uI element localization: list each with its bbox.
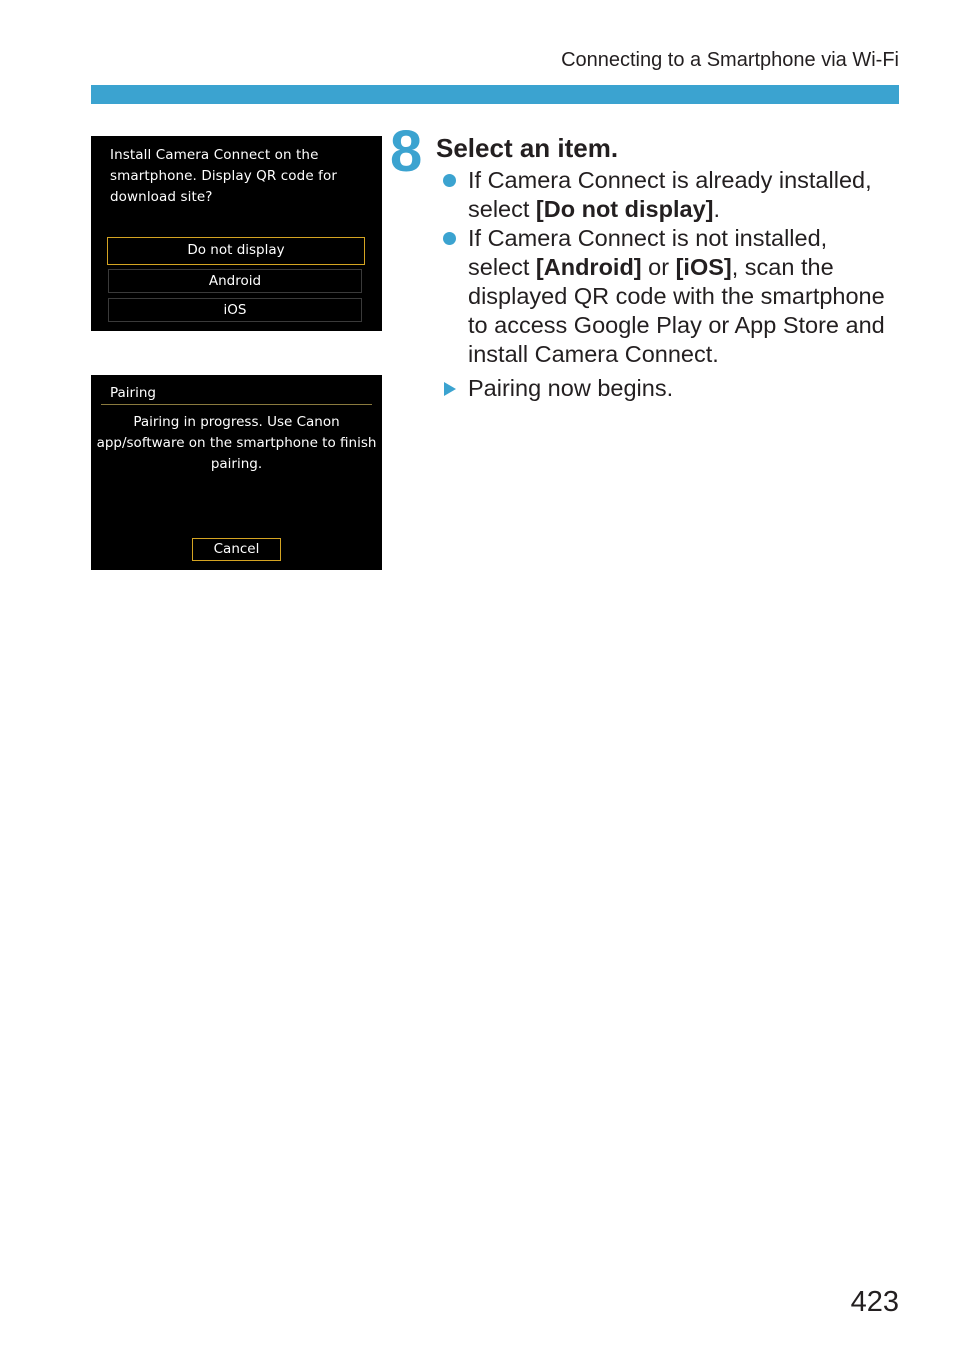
- option-android[interactable]: Android: [108, 269, 362, 293]
- bullet2-post: , scan the displayed QR code with the smartphone to access Google Play or App Store and install Camera Connect.: [468, 254, 885, 367]
- option-do-not-display[interactable]: Do not display: [107, 237, 365, 265]
- page-number: 423: [850, 1286, 899, 1318]
- bullet-result: [440, 374, 910, 403]
- bullet2-bold2: [iOS]: [675, 254, 732, 280]
- bullet-not-installed: [440, 224, 910, 369]
- bullet2-bold1: [Android]: [535, 254, 642, 280]
- bullet-installed: [440, 166, 910, 224]
- step-bullets: [440, 166, 910, 403]
- bullet1-pre: select: [468, 196, 536, 222]
- cancel-button[interactable]: Cancel: [192, 538, 281, 561]
- result-text: Pairing now begins.: [468, 375, 674, 401]
- bullet2-mid: or: [641, 254, 676, 280]
- bullet1-line-a: If Camera Connect is already installed,: [468, 167, 872, 193]
- header-accent-bar: [91, 85, 899, 104]
- pairing-divider: [101, 404, 372, 405]
- camera-screen-pairing: [91, 375, 382, 570]
- result-arrow-icon: [444, 382, 456, 396]
- camera-screen-install-prompt: [91, 136, 382, 331]
- bullet2-line-a: If Camera Connect is not installed,: [468, 225, 828, 251]
- bullet2-pre: select: [468, 254, 536, 280]
- bullet-dot-icon: [443, 174, 456, 187]
- step-title: Select an item.: [436, 133, 619, 163]
- bullet-dot-icon: [443, 232, 456, 245]
- option-ios[interactable]: iOS: [108, 298, 362, 322]
- pairing-title: Pairing: [110, 385, 156, 401]
- page-header-title: Connecting to a Smartphone via Wi-Fi: [561, 49, 899, 71]
- bullet1-post: .: [713, 196, 720, 222]
- pairing-message: Pairing in progress. Use Canon app/software on the smartphone to finish pairing.: [96, 414, 377, 472]
- bullet1-bold: [Do not display]: [535, 196, 714, 222]
- step-number: 8: [390, 119, 421, 184]
- install-prompt-text: Install Camera Connect on the smartphone. Display QR code for download site?: [110, 147, 337, 205]
